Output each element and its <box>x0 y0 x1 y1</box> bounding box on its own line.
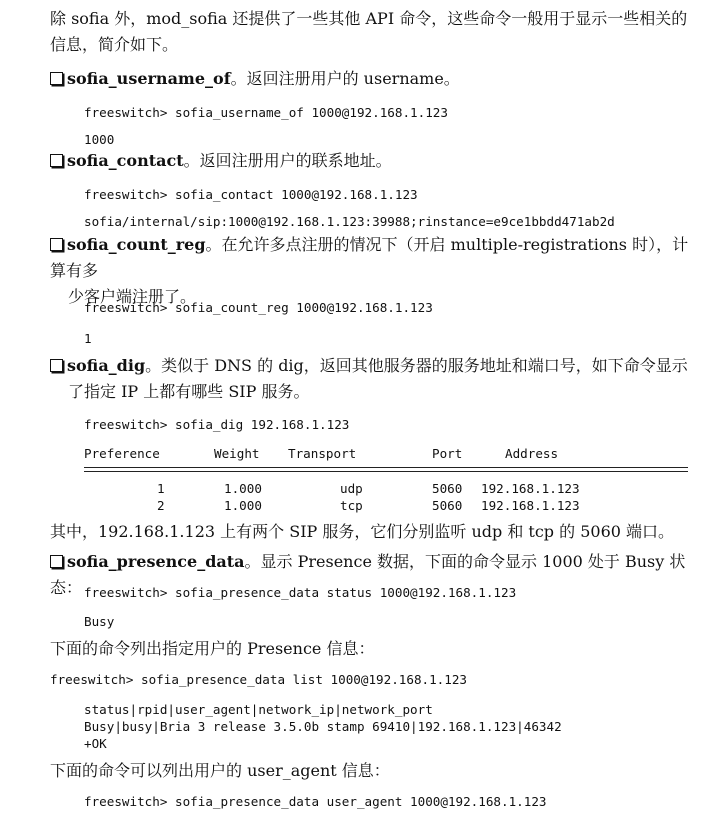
table-cell: 2 <box>157 498 165 513</box>
code-username-out: 1000 <box>84 132 115 147</box>
table-cell: 192.168.1.123 <box>481 498 580 513</box>
table-header-address: Address <box>505 446 559 461</box>
list-intro: 下面的命令列出指定用户的 Presence 信息： <box>50 639 375 658</box>
code-count-cmd: freeswitch> sofia_count_reg 1000@192.168.1.123 <box>84 300 433 315</box>
intro-paragraph <box>50 6 690 58</box>
table-header-port: Port <box>432 446 463 461</box>
item-title: sofia_count_reg <box>67 235 206 254</box>
item-title: sofia_username_of <box>67 69 231 88</box>
table-cell: 5060 <box>432 481 463 496</box>
table-cell: 1 <box>157 481 165 496</box>
code-list-out-1: status|rpid|user_agent|network_ip|network_port <box>84 702 433 717</box>
item-sofia-dig <box>50 353 700 405</box>
item-desc: 。返回注册用户的联系地址。 <box>183 151 392 170</box>
table-header-weight: Weight <box>214 446 260 461</box>
item-title: sofia_contact <box>67 151 184 170</box>
code-list-out-3: +OK <box>84 736 107 751</box>
item-sofia-contact <box>50 148 700 174</box>
item-desc: 。类似于 DNS 的 dig，返回其他服务器的服务地址和端口号，如下命令显示 <box>145 356 688 375</box>
item-desc-cont: 了指定 IP 上都有哪些 SIP 服务。 <box>68 382 310 401</box>
checkbox-bullet-icon <box>50 238 63 251</box>
item-title: sofia_presence_data <box>67 552 245 571</box>
item-sofia-username-of <box>50 66 700 92</box>
dig-table <box>0 446 711 516</box>
intro-line-2: 信息，简介如下。 <box>50 35 179 54</box>
item-desc: 。在允许多点注册的情况下（开启 multiple-registrations 时），计算有多 <box>50 235 689 280</box>
code-list-cmd: freeswitch> sofia_presence_data list 1000@192.168.1.123 <box>50 672 468 687</box>
code-presence-out: Busy <box>84 614 115 629</box>
dig-note: 其中，192.168.1.123 上有两个 SIP 服务，它们分别监听 udp 和 tcp 的 5060 端口。 <box>50 522 675 541</box>
code-list-out-2: Busy|busy|Bria 3 release 3.5.0b stamp 69410|192.168.1.123|46342 <box>84 719 562 734</box>
code-presence-cmd: freeswitch> sofia_presence_data status 1000@192.168.1.123 <box>84 585 517 600</box>
item-desc: 。返回注册用户的 username。 <box>230 69 460 88</box>
table-header-transport: Transport <box>288 446 357 461</box>
table-cell: udp <box>340 481 363 496</box>
code-contact-out: sofia/internal/sip:1000@192.168.1.123:39988;rinstance=e9ce1bbdd471ab2d <box>84 214 615 229</box>
table-cell: tcp <box>340 498 363 513</box>
code-username-cmd: freeswitch> sofia_username_of 1000@192.168.1.123 <box>84 105 448 120</box>
table-divider <box>84 467 688 472</box>
checkbox-bullet-icon <box>50 359 63 372</box>
code-dig-cmd: freeswitch> sofia_dig 192.168.1.123 <box>84 417 350 432</box>
item-desc-cont: 少客户端注册了。 <box>68 287 197 306</box>
table-cell: 1.000 <box>224 481 262 496</box>
table-cell: 5060 <box>432 498 463 513</box>
table-cell: 1.000 <box>224 498 262 513</box>
code-count-out: 1 <box>84 331 92 346</box>
ua-intro: 下面的命令可以列出用户的 user_agent 信息： <box>50 761 390 780</box>
item-desc: 。显示 Presence 数据，下面的命令显示 1000 处于 Busy 状态： <box>50 552 686 597</box>
table-header-preference: Preference <box>84 446 160 461</box>
code-ua-cmd: freeswitch> sofia_presence_data user_agent 1000@192.168.1.123 <box>84 794 547 809</box>
intro-line-1: 除 sofia 外，mod_sofia 还提供了一些其他 API 命令，这些命令一般用于显示一些相关的 <box>50 9 688 28</box>
checkbox-bullet-icon <box>50 154 63 167</box>
item-title: sofia_dig <box>67 356 146 375</box>
code-contact-cmd: freeswitch> sofia_contact 1000@192.168.1.123 <box>84 187 418 202</box>
checkbox-bullet-icon <box>50 555 63 568</box>
checkbox-bullet-icon <box>50 72 63 85</box>
table-cell: 192.168.1.123 <box>481 481 580 496</box>
